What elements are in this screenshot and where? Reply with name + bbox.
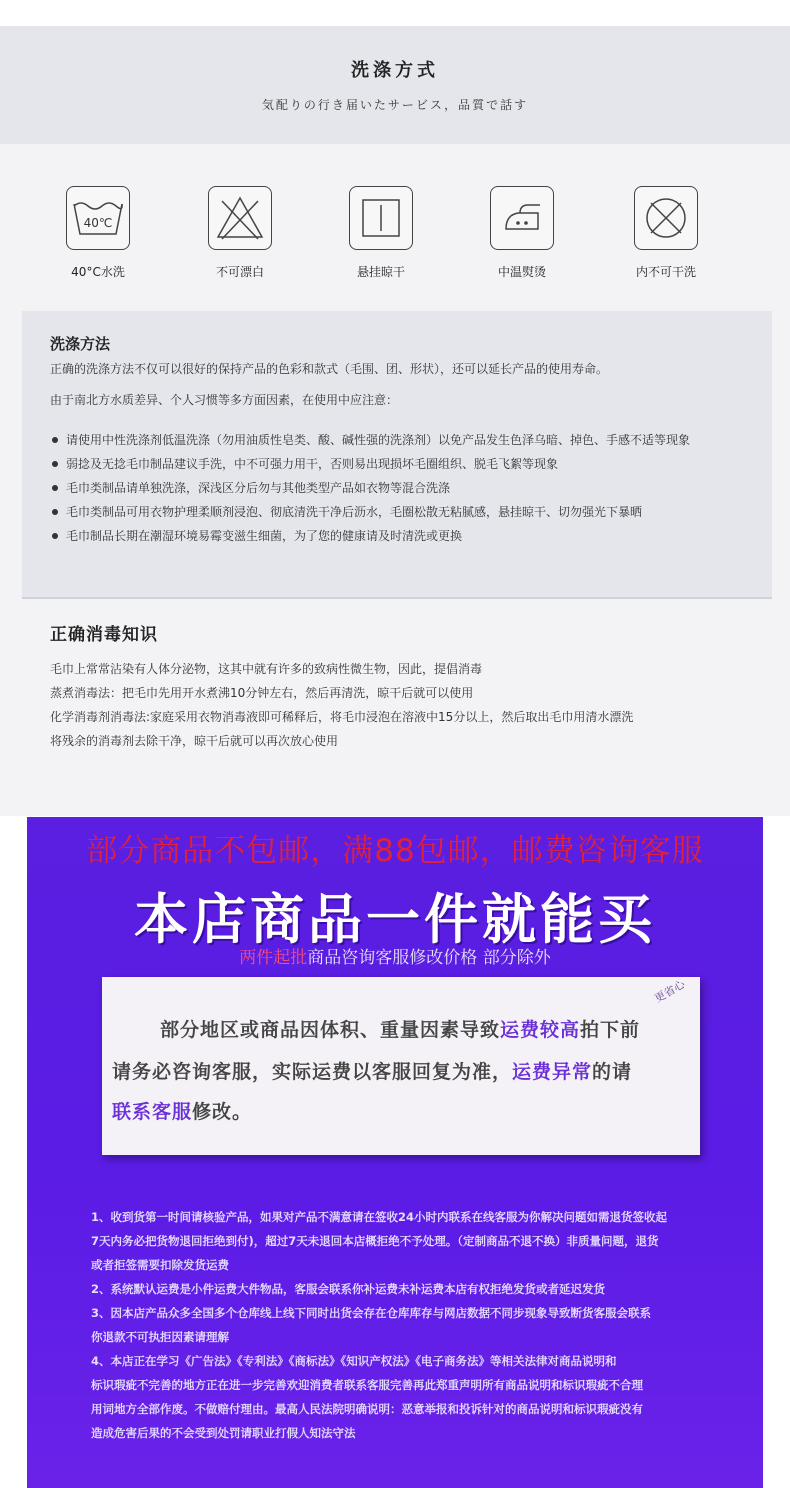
term-line: 用词地方全部作废。不做赔付理由。最高人民法院明确说明：恶意举报和投诉针对的商品说明和标识瑕疵没有 bbox=[91, 1402, 643, 1416]
disinfect-line: 蒸煮消毒法：把毛巾先用开水煮沸10分钟左右，然后再清洗，晾干后就可以使用 bbox=[50, 686, 474, 700]
title-band bbox=[0, 26, 790, 144]
wash-intro-1: 正确的洗涤方法不仅可以很好的保持产品的色彩和款式（毛围、团、形状），还可以延长产品的使用寿命。 bbox=[50, 362, 609, 376]
iron-medium-icon bbox=[490, 186, 554, 250]
list-item: 毛巾类制品请单独洗涤，深浅区分后勿与其他类型产品如衣物等混合洗涤 bbox=[50, 476, 750, 500]
care-icon-dryclean bbox=[606, 186, 726, 280]
buy-one-headline: 本店商品一件就能买 bbox=[134, 888, 656, 951]
no-tumble-dry-icon bbox=[634, 186, 698, 250]
term-line: 3、因本店产品众多全国多个仓库线上线下同时出货会存在仓库库存与网店数据不同步现象导致断货客服会联系 bbox=[91, 1306, 651, 1320]
term-line: 7天内务必把货物退回拒绝到付)，超过7天未退回本店概拒绝不予处理。（定制商品不退不换）非质量问题，退货 bbox=[91, 1234, 659, 1248]
care-icon-bleach bbox=[180, 186, 300, 280]
wash-tips-list bbox=[50, 428, 750, 548]
wash-method-heading: 洗涤方法 bbox=[50, 335, 111, 353]
care-label: 内不可干洗 bbox=[635, 265, 696, 279]
care-label: 不可漂白 bbox=[215, 265, 264, 279]
card-line-3: 联系客服修改。 bbox=[112, 1101, 253, 1123]
wash-method-section bbox=[22, 311, 772, 598]
wholesale-subheadline bbox=[27, 943, 763, 968]
term-line: 2、系统默认运费是小件运费大件物品，客服会联系你补运费未补运费本店有权拒绝发货或者延迟发货 bbox=[91, 1282, 605, 1296]
wash-40-icon bbox=[66, 186, 130, 250]
list-item: 毛巾类制品可用衣物护理柔顺剂浸泡、彻底清洗干净后沥水，毛圈松散无粘腻感，悬挂晾干、切勿强光下暴晒 bbox=[50, 500, 750, 524]
card-line-1: 部分地区或商品因体积、重量因素导致运费较高拍下前 bbox=[160, 1019, 641, 1041]
wash-intro-2: 由于南北方水质差异、个人习惯等多方面因素，在使用中应注意： bbox=[50, 393, 399, 407]
term-line: 或者拒签需要扣除发货运费 bbox=[91, 1258, 229, 1272]
disinfect-line: 将残余的消毒剂去除干净，晾干后就可以再次放心使用 bbox=[50, 734, 339, 748]
list-item: 弱捻及无捻毛巾制品建议手洗，中不可强力用干，否则易出现损坏毛圈组织、脱毛飞絮等现象 bbox=[50, 452, 750, 476]
wholesale-highlight: 两件起批 bbox=[239, 948, 308, 968]
shipping-notice-banner bbox=[27, 817, 763, 1488]
wholesale-rest: 商品咨询客服修改价格 部分除外 bbox=[307, 948, 551, 968]
care-icon-wash bbox=[38, 186, 158, 280]
term-line: 4、本店正在学习《广告法》《专利法》《商标法》《知识产权法》《电子商务法》等相关法律对商品说明和 bbox=[91, 1354, 617, 1368]
care-icons-row bbox=[0, 186, 790, 296]
term-line: 造成危害后果的不会受到处罚请职业打假人知法守法 bbox=[91, 1426, 356, 1440]
list-item: 毛巾制品长期在潮湿环境易霉变滋生细菌，为了您的健康请及时清洗或更换 bbox=[50, 524, 750, 548]
disinfect-line: 化学消毒剂消毒法:家庭采用衣物消毒液即可稀释后，将毛巾浸泡在溶液中15分以上，然后取出毛巾用清水漂洗 bbox=[50, 710, 634, 724]
card-line-2: 请务必咨询客服，实际运费以客服回复为准，运费异常的请 bbox=[112, 1061, 633, 1083]
disinfect-line: 毛巾上常常沾染有人体分泌物，这其中就有许多的致病性微生物，因此，提倡消毒 bbox=[50, 662, 483, 676]
term-line: 1、收到货第一时间请核验产品，如果对产品不满意请在签收24小时内联系在线客服为你解决问题如需退货签收起 bbox=[91, 1210, 667, 1224]
page-subtitle: 気配りの行き届いたサービス，品質で話す bbox=[261, 98, 529, 112]
care-label: 中温熨烫 bbox=[497, 265, 546, 279]
shipping-headline: 部分商品不包邮，满88包邮，邮费咨询客服 bbox=[86, 833, 704, 869]
washing-info-panel bbox=[0, 26, 790, 816]
line-dry-icon bbox=[349, 186, 413, 250]
wash-temperature: 40℃ bbox=[83, 216, 113, 230]
care-label: 40°C水洗 bbox=[71, 265, 125, 279]
section-divider bbox=[22, 597, 772, 599]
care-icon-dry bbox=[321, 186, 441, 280]
term-line: 你退款不可执拒因素请理解 bbox=[91, 1330, 229, 1344]
disinfect-heading: 正确消毒知识 bbox=[50, 625, 158, 645]
card-tag: 更省心 bbox=[652, 977, 688, 1006]
care-label: 悬挂晾干 bbox=[356, 265, 405, 279]
shipping-fee-card bbox=[102, 977, 700, 1155]
no-bleach-icon bbox=[208, 186, 272, 250]
care-icon-iron bbox=[462, 186, 582, 280]
term-line: 标识瑕疵不完善的地方正在进一步完善欢迎消费者联系客服完善再此郑重声明所有商品说明和标识瑕疵不合理 bbox=[91, 1378, 643, 1392]
list-item: 请使用中性洗涤剂低温洗涤（勿用油质性皂类、酸、碱性强的洗涤剂）以免产品发生色泽乌暗、掉色、手感不适等现象 bbox=[50, 428, 750, 452]
page-title: 洗涤方式 bbox=[351, 60, 439, 81]
